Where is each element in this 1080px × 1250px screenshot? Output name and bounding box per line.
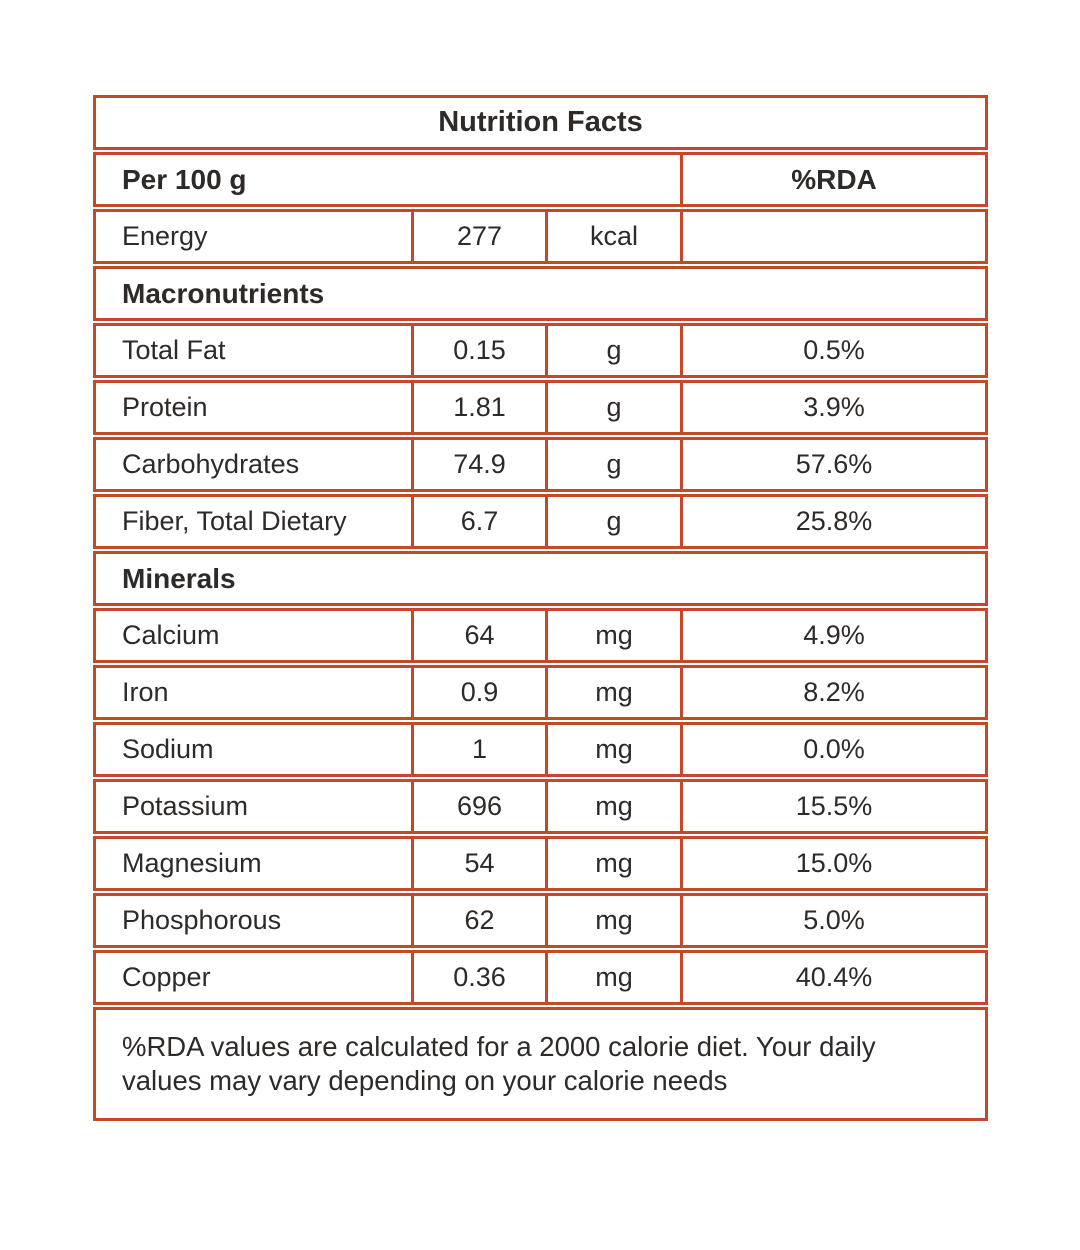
nutrient-value: 0.36	[411, 953, 545, 1002]
nutrient-unit: g	[545, 383, 680, 432]
nutrient-rda: 40.4%	[680, 953, 985, 1002]
nutrient-value: 1.81	[411, 383, 545, 432]
row-protein	[93, 380, 988, 435]
nutrient-value: 62	[411, 896, 545, 945]
rda-footnote-row	[93, 1007, 988, 1121]
nutrient-rda: 5.0%	[680, 896, 985, 945]
nutrient-unit: g	[545, 326, 680, 375]
nutrient-rda: 4.9%	[680, 611, 985, 660]
row-carbohydrates	[93, 437, 988, 492]
nutrient-rda: 0.0%	[680, 725, 985, 774]
nutrient-unit: g	[545, 497, 680, 546]
nutrient-unit: mg	[545, 839, 680, 888]
header-per-100g: Per 100 g	[122, 163, 247, 195]
row-total-fat	[93, 323, 988, 378]
nutrient-rda: 57.6%	[680, 440, 985, 489]
nutrient-rda: 25.8%	[680, 497, 985, 546]
nutrient-rda: 15.0%	[680, 839, 985, 888]
nutrient-label: Sodium	[122, 734, 214, 764]
nutrient-unit: mg	[545, 611, 680, 660]
table-header-row	[93, 152, 988, 207]
table-title-row	[93, 95, 988, 150]
nutrient-unit: mg	[545, 896, 680, 945]
nutrient-unit: mg	[545, 953, 680, 1002]
nutrient-rda: 8.2%	[680, 668, 985, 717]
nutrient-rda	[680, 212, 985, 261]
nutrient-value: 64	[411, 611, 545, 660]
nutrient-value: 0.9	[411, 668, 545, 717]
nutrient-label: Iron	[122, 677, 169, 707]
nutrient-label: Magnesium	[122, 848, 262, 878]
header-rda: %RDA	[680, 155, 985, 204]
nutrient-value: 696	[411, 782, 545, 831]
row-phosphorous	[93, 893, 988, 948]
table-title: Nutrition Facts	[438, 106, 643, 138]
nutrient-unit: g	[545, 440, 680, 489]
nutrient-value: 1	[411, 725, 545, 774]
nutrient-value: 74.9	[411, 440, 545, 489]
row-potassium	[93, 779, 988, 834]
nutrient-rda: 0.5%	[680, 326, 985, 375]
nutrient-label: Copper	[122, 962, 211, 992]
nutrient-label: Energy	[122, 221, 208, 251]
nutrient-unit: mg	[545, 668, 680, 717]
nutrient-unit: mg	[545, 782, 680, 831]
rda-footnote: %RDA values are calculated for a 2000 calorie diet. Your daily values may vary depending on your calorie needs	[122, 1030, 876, 1096]
nutrient-value: 0.15	[411, 326, 545, 375]
section-minerals	[93, 551, 988, 606]
nutrient-label: Potassium	[122, 791, 249, 821]
row-copper	[93, 950, 988, 1005]
row-sodium	[93, 722, 988, 777]
nutrient-label: Calcium	[122, 620, 220, 650]
nutrient-unit: mg	[545, 725, 680, 774]
section-title: Minerals	[122, 562, 236, 594]
nutrient-value: 54	[411, 839, 545, 888]
nutrient-value: 277	[411, 212, 545, 261]
row-energy	[93, 209, 988, 264]
nutrient-rda: 3.9%	[680, 383, 985, 432]
nutrient-label: Fiber, Total Dietary	[122, 506, 347, 536]
row-iron	[93, 665, 988, 720]
nutrient-value: 6.7	[411, 497, 545, 546]
nutrient-label: Carbohydrates	[122, 449, 300, 479]
nutrient-unit: kcal	[545, 212, 680, 261]
row-magnesium	[93, 836, 988, 891]
nutrient-label: Phosphorous	[122, 905, 282, 935]
nutrient-label: Total Fat	[122, 335, 226, 365]
nutrient-rda: 15.5%	[680, 782, 985, 831]
nutrient-label: Protein	[122, 392, 208, 422]
row-fiber	[93, 494, 988, 549]
section-macronutrients	[93, 266, 988, 321]
section-title: Macronutrients	[122, 277, 325, 309]
nutrition-facts-table	[93, 95, 988, 1121]
row-calcium	[93, 608, 988, 663]
